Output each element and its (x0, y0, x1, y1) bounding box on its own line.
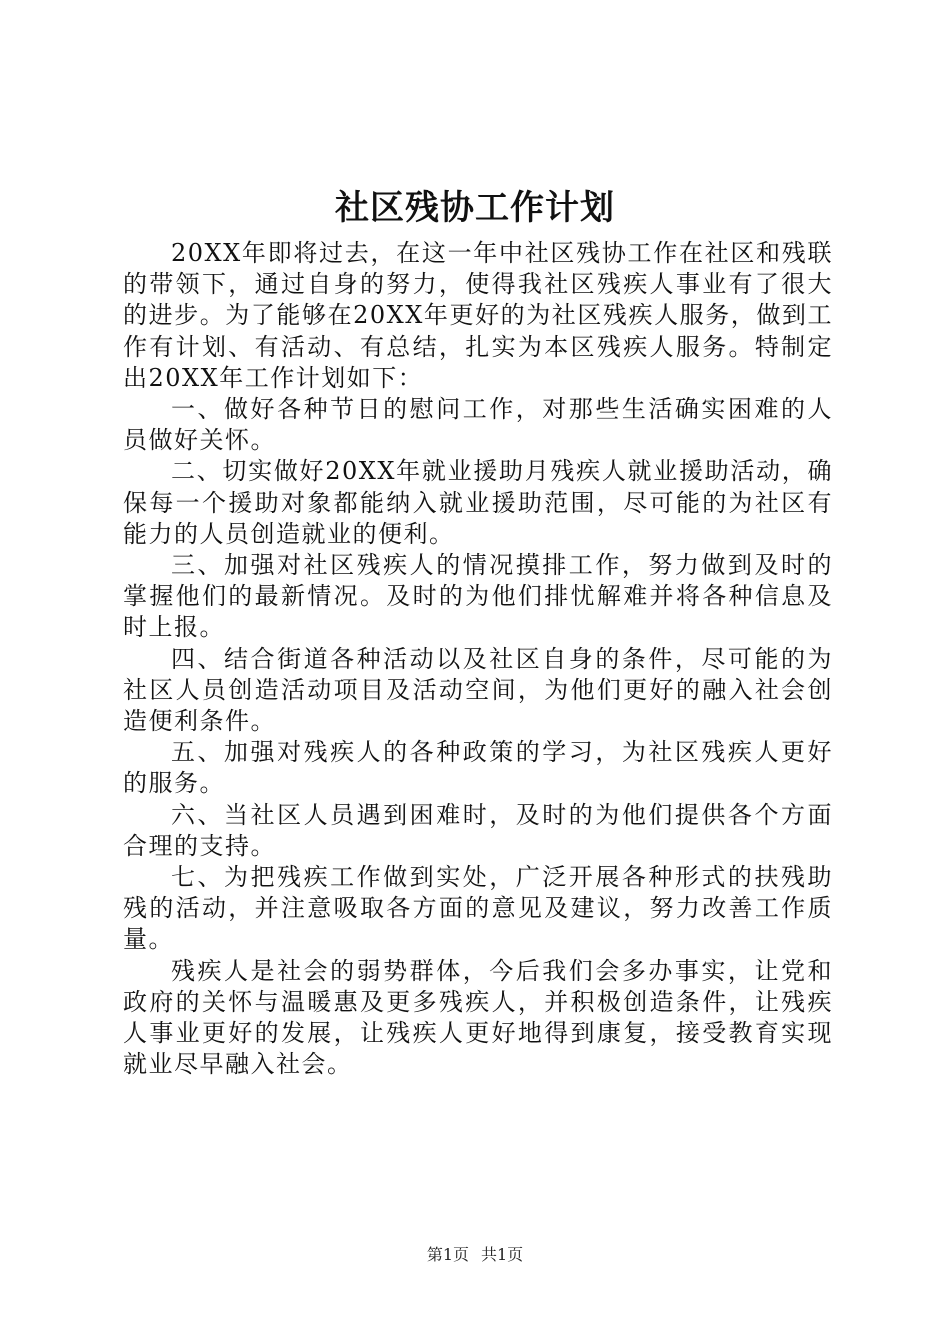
page-total: 共1页 (481, 1245, 524, 1264)
document-title: 社区残协工作计划 (335, 188, 615, 228)
paragraph-item-5: 五、加强对残疾人的各种政策的学习，为社区残疾人更好的服务。 (123, 738, 833, 798)
paragraph-item-1: 一、做好各种节日的慰问工作，对那些生活确实困难的人员做好关怀。 (123, 395, 833, 455)
paragraph-item-6: 六、当社区人员遇到困难时，及时的为他们提供各个方面合理的支持。 (123, 800, 833, 860)
paragraph-item-3: 三、加强对社区残疾人的情况摸排工作，努力做到及时的掌握他们的最新情况。及时的为他们排忧解难并将各种信息及时上报。 (123, 551, 833, 642)
paragraph-conclusion: 残疾人是社会的弱势群体，今后我们会多办事实，让党和政府的关怀与温暖惠及更多残疾人，并积极创造条件，让残疾人事业更好的发展，让残疾人更好地得到康复，接受教育实现就业尽早融入社会。 (123, 956, 833, 1079)
paragraph-item-4: 四、结合街道各种活动以及社区自身的条件，尽可能的为社区人员创造活动项目及活动空间，为他们更好的融入社会创造便利条件。 (123, 644, 833, 736)
page-footer (0, 1243, 950, 1267)
paragraph-item-2: 二、切实做好20XX年就业援助月残疾人就业援助活动，确保每一个援助对象都能纳入就业援助范围，尽可能的为社区有能力的人员创造就业的便利。 (123, 457, 833, 548)
document-body (123, 238, 833, 1080)
paragraph-intro: 20XX年即将过去，在这一年中社区残协工作在社区和残联的带领下，通过自身的努力，使得我社区残疾人事业有了很大的进步。为了能够在20XX年更好的为社区残疾人服务，做到工作有计划、有活动、有总结，扎实为本区残疾人服务。特制定出20XX年工作计划如下： (123, 239, 833, 392)
paragraph-item-7: 七、为把残疾工作做到实处，广泛开展各种形式的扶残助残的活动，并注意吸取各方面的意见及建议，努力改善工作质量。 (123, 863, 833, 954)
page-number: 第1页 (426, 1245, 469, 1264)
